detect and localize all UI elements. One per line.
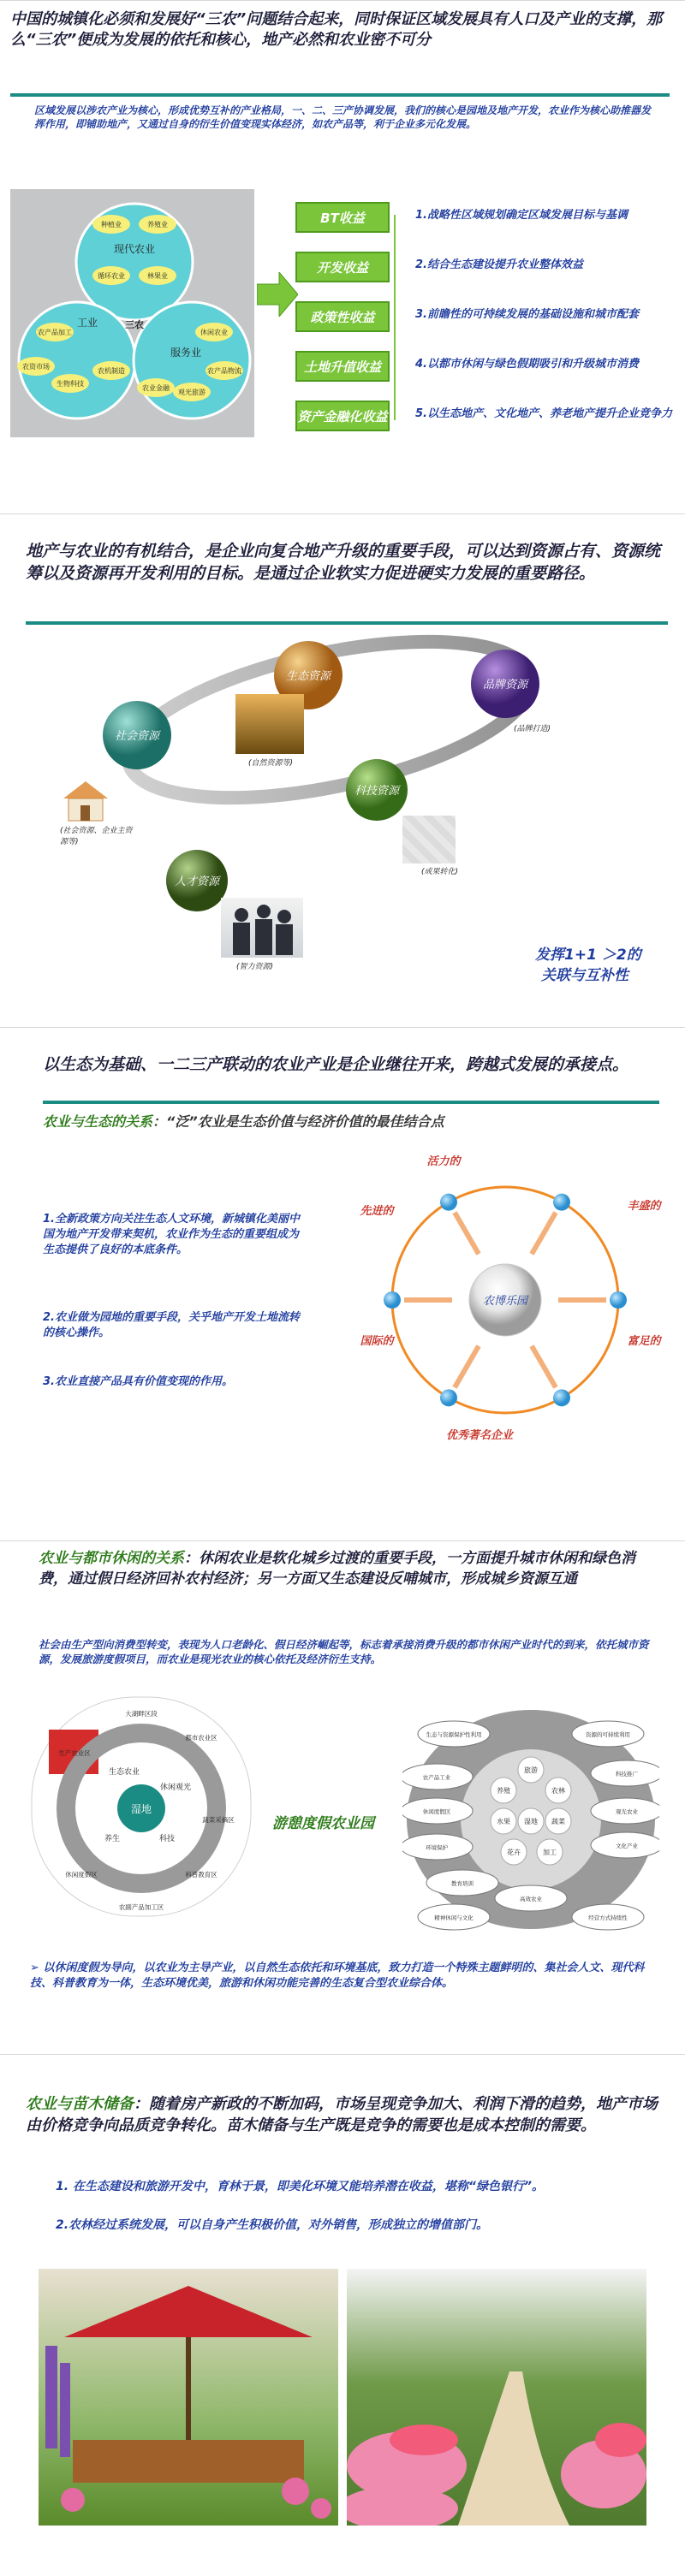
radial-arrow xyxy=(455,1346,479,1387)
value-label: 优秀著名企业 xyxy=(445,1429,514,1442)
bubble-inner-label: 蔬菜 xyxy=(551,1818,565,1825)
slide4-title-head: 农业与都市休闲的关系 xyxy=(39,1550,184,1567)
garden-path xyxy=(458,2371,569,2526)
cycle-ring-label: 生态农业 xyxy=(108,1768,140,1777)
resource-label: 生态资源 xyxy=(285,670,331,683)
ring-dot xyxy=(440,1194,457,1211)
nature-photo xyxy=(235,694,304,754)
cycle-outer-label: 都市农业区 xyxy=(185,1734,217,1742)
flower-path-photo xyxy=(347,2269,646,2526)
slide4-paragraph: 社会由生产型向消费型转变，表现为人口老龄化、假日经济崛起等，标志着承接消费升级的都市休闲产业时代的到来，依托城市资源，发展旅游度假项目，而农业是现光农业的核心依托及经济衍生支持。 xyxy=(39,1638,649,1665)
cycle-outer-label: 蔬菜采摘区 xyxy=(202,1816,235,1824)
cycle-outer-label: 科普教育区 xyxy=(185,1871,217,1879)
cycle-center-label: 湿地 xyxy=(130,1803,152,1815)
slide3-subtitle xyxy=(43,1111,659,1131)
bubble-outer-label: 生态与资源保护性利用 xyxy=(426,1731,482,1738)
bubble-outer-label: 资源的可持续利用 xyxy=(586,1731,630,1738)
resource-label: 品牌资源 xyxy=(482,679,528,691)
cycle-outer-label: 休闲度假区 xyxy=(65,1871,98,1879)
tagline-line2: 关联与互补性 xyxy=(541,967,628,984)
bubble-outer-label: 高效农业 xyxy=(520,1896,542,1902)
value-label: 国际的 xyxy=(360,1335,394,1348)
strategy-point: 1.战略性区域规划确定区域发展目标与基调 xyxy=(415,209,628,222)
bubble-inner-label: 加工 xyxy=(543,1849,557,1856)
umbrella-shape xyxy=(64,2286,313,2337)
venn-label: 农资市场 xyxy=(22,363,50,371)
venn-label: 服务业 xyxy=(170,347,202,359)
bubble-outer-label: 环境保护 xyxy=(426,1844,448,1851)
ring-dot xyxy=(610,1291,627,1309)
city-photo xyxy=(402,816,456,864)
social-caption: (社会资源、企业主资源等) xyxy=(60,827,133,846)
venn-label: 林果业 xyxy=(147,272,168,280)
cycle-ring-label: 休闲观光 xyxy=(159,1784,192,1792)
venn-label: 生物科技 xyxy=(57,380,84,388)
slide1-title: 中国的城镇化必须和发展好“三农”问题结合起来，同时保证区域发展具有人口及产业的支撑，那么“三农”便成为发展的依托和核心，地产必然和农业密不可分 xyxy=(10,10,663,49)
resource-label: 科技资源 xyxy=(354,785,400,798)
resource-label: 社会资源 xyxy=(114,730,160,743)
slide5-title-body: ：随着房产新政的不断加码，市场呈现竞争加大、利润下滑的趋势，地产市场由价格竞争向品质竞争转化。苗木储备与生产既是竞争的需要也是成本控制的需要。 xyxy=(26,2095,658,2134)
slide3-subtitle-head: 农业与生态的关系 xyxy=(43,1113,153,1130)
slide-urban-leisure xyxy=(0,1540,685,2055)
ecology-point: 1.全新政策方向关注生态人文环境，新城镇化美丽中国为地产开发带来契机，农业作为生态的重要组成为生态提供了良好的本底条件。 xyxy=(43,1213,300,1256)
brand-caption: (品牌打造) xyxy=(514,725,551,733)
radial-arrow xyxy=(455,1213,479,1254)
venn-center-label: 三农 xyxy=(125,319,144,330)
cycle-outer-label: 大湖畔区段 xyxy=(125,1710,158,1718)
radial-arrow xyxy=(532,1346,556,1387)
right-arrow-icon xyxy=(257,272,298,320)
people-photo xyxy=(221,898,303,958)
bubble-outer-label: 教育培训 xyxy=(451,1880,474,1887)
venn-label: 农产品加工 xyxy=(38,329,72,336)
slide4-title xyxy=(39,1548,664,1589)
talent-caption: (智力资源) xyxy=(236,963,274,971)
strategy-point: 4.以都市休闲与绿色假期吸引和升级城市消费 xyxy=(415,358,639,371)
radial-arrow xyxy=(532,1213,556,1254)
ring-dot xyxy=(553,1389,570,1406)
bubble-diagram xyxy=(402,1704,659,1935)
ecology-point: 3.农业直接产品具有价值变现的作用。 xyxy=(43,1375,233,1388)
slide4-title-body: ：休闲农业是软化城乡过渡的重要手段，一方面提升城市休闲和绿色消费，通过假日经济回补农村经济；另一方面又生态建设反哺城市，形成城乡资源互通 xyxy=(39,1550,635,1588)
cycle-outer-label: 农副产品加工区 xyxy=(118,1903,164,1911)
venn-label: 现代农业 xyxy=(113,243,156,255)
ring-dot xyxy=(384,1291,401,1309)
bubble-inner-label: 花卉 xyxy=(507,1849,521,1856)
value-label: 富足的 xyxy=(627,1335,661,1348)
garden-umbrella-photo xyxy=(39,2269,338,2526)
bracket-line xyxy=(394,215,396,420)
ecology-point: 2.农业做为园地的重要手段，关乎地产开发土地流转的核心操作。 xyxy=(43,1311,300,1339)
revenue-box: 资产金融化收益 xyxy=(295,401,390,431)
slide5-title-head: 农业与苗木储备 xyxy=(26,2095,134,2113)
value-label: 活力的 xyxy=(426,1155,461,1168)
slide3-divider xyxy=(43,1101,659,1104)
bubble-inner-label: 旅游 xyxy=(524,1766,538,1774)
nursery-point: 2.农林经过系统发展，可以自身产生积极价值，对外销售，形成独立的增值部门。 xyxy=(56,2218,489,2232)
ring-dot xyxy=(553,1194,570,1211)
strategy-point: 5.以生态地产、文化地产、养老地产提升企业竞争力 xyxy=(415,407,672,420)
venn-label: 农业金融 xyxy=(142,384,170,392)
slide2-title: 地产与农业的有机结合，是企业向复合地产升级的重要手段，可以达到资源占有、资源统筹以及资源再开发利用的目标。是通过企业软实力促进硬实力发展的重要路径。 xyxy=(26,542,661,583)
house-icon xyxy=(62,780,110,826)
tagline-line1: 发挥1+1 ＞2的 xyxy=(535,947,641,964)
farm-expo-diagram xyxy=(342,1148,685,1456)
bubble-inner-label: 湿地 xyxy=(524,1818,538,1825)
slide3-title: 以生态为基础、一二三产联动的农业产业是企业继往开来，跨越式发展的承接点。 xyxy=(43,1055,629,1074)
slide5-title xyxy=(26,2093,664,2136)
ring-band xyxy=(115,612,545,828)
venn-svg xyxy=(10,189,254,437)
venn-label: 农机制造 xyxy=(98,367,125,375)
bubble-outer-label: 文化产业 xyxy=(616,1843,638,1849)
bubble-outer-label: 农产品工业 xyxy=(422,1774,451,1781)
venn-label: 观光旅游 xyxy=(178,389,206,396)
slide-agriculture-core xyxy=(0,0,685,514)
venn-label: 休闲农业 xyxy=(200,329,228,336)
cycle-diagram xyxy=(30,1695,253,1918)
strategy-point: 2.结合生态建设提升农业整体效益 xyxy=(415,258,583,271)
venn-diagram xyxy=(10,189,254,437)
bubble-inner-label: 水果 xyxy=(497,1818,510,1825)
nursery-point: 1. 在生态建设和旅游开发中，育林于景，即美化环境又能培养潜在收益，堪称“绿色银行”。 xyxy=(56,2180,544,2193)
resource-label: 人才资源 xyxy=(174,875,220,888)
venn-label: 种植业 xyxy=(101,221,122,229)
slide-agri-ecology xyxy=(0,1027,685,1541)
bubble-outer-label: 经营方式持续性 xyxy=(588,1914,628,1921)
slide1-subtitle: 区域发展以涉农产业为核心，形成优势互补的产业格局，一、二、三产协调发展，我们的核心是园地及地产开发，农业作为核心助推器发挥作用，即铺助地产，又通过自身的衍生价值变现实体经济，如农产品等，利于企业多元化发展。 xyxy=(34,104,652,130)
cycle-ring-label: 科技 xyxy=(158,1835,176,1843)
value-label: 先进的 xyxy=(360,1205,394,1218)
bubble-outer-label: 科技推广 xyxy=(616,1771,638,1778)
slide-resource-integration xyxy=(0,513,685,1028)
strategy-point: 3.前瞻性的可持续发展的基础设施和城市配套 xyxy=(415,308,639,321)
park-label: 游憩度假农业园 xyxy=(272,1815,374,1832)
bubble-outer-label: 观光农业 xyxy=(616,1808,638,1815)
bubble-outer-label: 休闲度假区 xyxy=(422,1808,451,1815)
tech-caption: (成果转化) xyxy=(421,868,459,876)
farm-expo-label: 农博乐园 xyxy=(482,1295,528,1308)
slide4-footer: ➢ 以休闲度假为导向，以农业为主导产业，以自然生态依托和环境基底，致力打造一个特殊主题鲜明的、集社会人文、现代科技、科普教育为一体，生态环境优美，旅游和休闲功能完善的生态复合型农业综合体。 xyxy=(30,1962,645,1990)
cycle-ring-label: 养生 xyxy=(104,1835,121,1843)
cycle-outer-label: 生产农业区 xyxy=(58,1749,91,1757)
slide1-divider xyxy=(10,93,670,97)
bubble-inner-label: 农林 xyxy=(551,1787,565,1795)
value-label: 丰盛的 xyxy=(627,1200,661,1213)
bubble-outer-label: 精神休闲与文化 xyxy=(434,1914,474,1921)
revenue-box: 开发收益 xyxy=(295,252,390,282)
slide3-subtitle-body: ：“泛”农业是生态价值与经济价值的最佳结合点 xyxy=(152,1113,444,1130)
revenue-box: BT收益 xyxy=(295,202,390,233)
venn-label: 农产品物流 xyxy=(207,367,241,375)
revenue-box: 土地升值收益 xyxy=(295,351,390,382)
slide-nursery-stock xyxy=(0,2054,685,2576)
venn-label: 工业 xyxy=(76,317,98,329)
nature-caption: (自然资源等) xyxy=(248,759,294,768)
venn-label: 循环农业 xyxy=(98,272,125,280)
revenue-box: 政策性收益 xyxy=(295,301,390,332)
bubble-inner-label: 养殖 xyxy=(497,1787,510,1795)
venn-label: 养殖业 xyxy=(147,221,168,229)
ring-dot xyxy=(440,1389,457,1406)
